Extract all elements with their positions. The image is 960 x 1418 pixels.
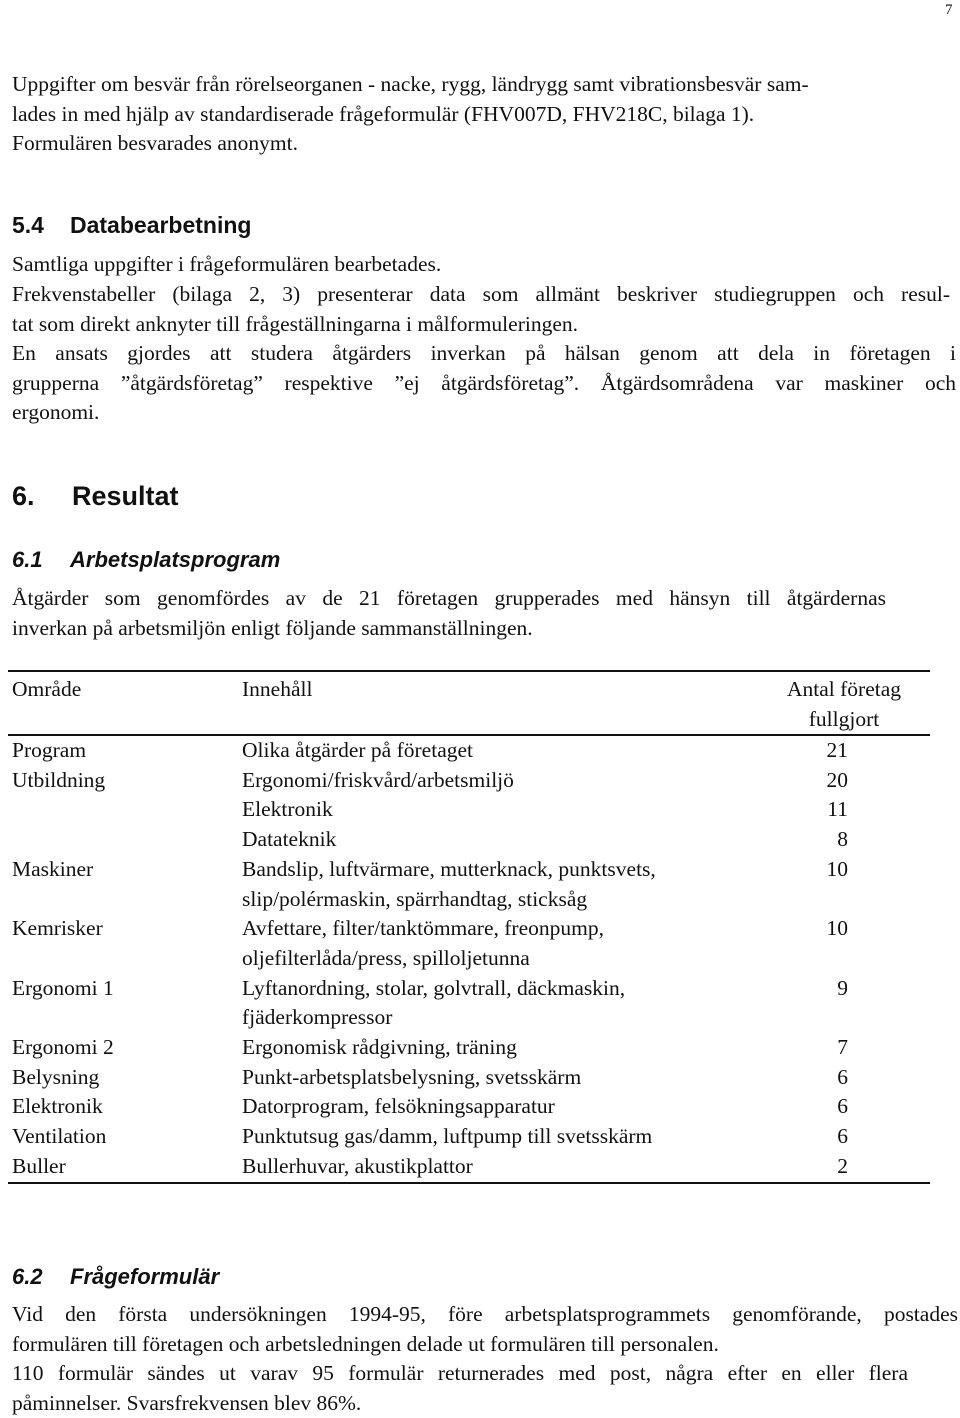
table-row — [8, 1063, 930, 1093]
header-count-line: fullgjort — [808, 706, 880, 731]
text-line: Frekvenstabeller (bilaga 2, 3) presenterar data som allmänt beskriver studiegruppen och resul- — [12, 282, 950, 306]
cell-area: Ergonomi 1 — [12, 975, 114, 1000]
section-6-2-paragraph — [12, 1359, 908, 1418]
cell-area: Belysning — [12, 1064, 100, 1089]
cell-count: 21 — [826, 738, 848, 762]
text-line: grupperna ”åtgärdsföretag” respektive ”ej åtgärdsföretag”. Åtgärdsområdena var maskiner och — [12, 370, 956, 395]
header-content: Innehåll — [242, 677, 313, 701]
table-row — [8, 914, 930, 973]
cell-content: Avfettare, filter/tanktömmare, freonpump, oljefilterlåda/press, spilloljetunna — [242, 916, 604, 970]
cell-area: Program — [12, 738, 87, 762]
text-line: Formulären besvarades anonymt. — [12, 131, 298, 155]
cell-area: Elektronik — [12, 1094, 103, 1119]
cell-content: Datorprogram, felsökningsapparatur — [242, 1094, 555, 1119]
section-heading-6-2 — [12, 1264, 219, 1290]
cell-count: 6 — [837, 1064, 848, 1089]
cell-content: Datateknik — [242, 827, 337, 852]
table-row — [8, 795, 930, 825]
cell-area: Maskiner — [12, 856, 94, 881]
cell-content: Bandslip, luftvärmare, mutterknack, punktsvets, slip/polérmaskin, spärrhandtag, sticksåg — [242, 856, 656, 911]
section-title: Arbetsplatsprogram — [70, 547, 281, 572]
text-line: lades in med hjälp av standardiserade frågeformulär (FHV007D, FHV218C, bilaga 1). — [12, 101, 755, 126]
cell-count: 8 — [837, 827, 848, 852]
cell-area: Ergonomi 2 — [12, 1035, 114, 1060]
table-header-row — [8, 671, 930, 735]
cell-count: 9 — [837, 975, 848, 1000]
cell-count: 6 — [837, 1094, 848, 1119]
cell-area: Kemrisker — [12, 916, 103, 941]
cell-area: Buller — [12, 1153, 66, 1178]
section-5-4-paragraph — [12, 339, 956, 428]
section-number: 6. — [12, 481, 35, 511]
cell-content: Elektronik — [242, 797, 333, 822]
cell-count: 10 — [826, 856, 848, 881]
header-area: Område — [12, 677, 82, 701]
section-title: Databearbetning — [70, 212, 252, 238]
cell-area: Utbildning — [12, 767, 106, 792]
table-row — [8, 855, 930, 914]
cell-content: Punkt-arbetsplatsbelysning, svetsskärm — [242, 1064, 582, 1089]
text-line: tat som direkt anknyter till frågeställningarna i målformuleringen. — [12, 311, 578, 336]
text-line: Åtgärder som genomfördes av de 21 företagen grupperades med hänsyn till åtgärdernas — [12, 586, 886, 610]
cell-count: 10 — [826, 916, 848, 941]
cell-content: Olika åtgärder på företaget — [242, 738, 473, 762]
cell-content: Punktutsug gas/damm, luftpump till svetsskärm — [242, 1124, 653, 1149]
header-count-line: Antal företag — [786, 677, 902, 701]
text-line: påminnelser. Svarsfrekvensen blev 86%. — [12, 1390, 362, 1415]
cell-area — [8, 825, 238, 855]
text-line: inverkan på arbetsmiljön enligt följande sammanställningen. — [12, 615, 533, 640]
cell-content: Bullerhuvar, akustikplattor — [242, 1153, 473, 1178]
header-count — [758, 671, 930, 735]
cell-content: Lyftanordning, stolar, golvtrall, däckmaskin, fjäderkompressor — [242, 975, 626, 1030]
section-heading-6 — [12, 481, 179, 512]
text-line: 110 formulär sändes ut varav 95 formulär returnerades med post, några efter en eller flera — [12, 1361, 908, 1385]
table-row — [8, 1152, 930, 1183]
text-line: Samtliga uppgifter i frågeformulären bearbetades. — [12, 252, 442, 276]
text-line: En ansats gjordes att studera åtgärders inverkan på hälsan genom att dela in företagen i — [12, 341, 956, 365]
section-heading-5-4 — [12, 212, 251, 239]
section-5-4-paragraph — [12, 250, 441, 280]
page-number: 7 — [945, 2, 953, 18]
section-title: Frågeformulär — [70, 1264, 220, 1289]
cell-count: 11 — [827, 797, 848, 822]
text-line: formulären till företagen och arbetsledningen delade ut formulären till personalen. — [12, 1331, 719, 1356]
text-line: ergonomi. — [12, 400, 100, 424]
measures-table-grid — [8, 670, 930, 1184]
cell-area — [8, 795, 238, 825]
text-line: Uppgifter om besvär från rörelseorganen - nacke, rygg, ländrygg samt vibrationsbesvär sam- — [12, 72, 809, 96]
table-row — [8, 1033, 930, 1063]
cell-area: Ventilation — [12, 1124, 107, 1149]
section-heading-6-1 — [12, 547, 280, 573]
table-row — [8, 1122, 930, 1152]
table-row — [8, 974, 930, 1033]
section-number: 6.1 — [12, 547, 43, 572]
table-row — [8, 825, 930, 855]
section-6-2-paragraph — [12, 1300, 958, 1359]
measures-table — [8, 670, 930, 1184]
cell-count: 2 — [837, 1153, 848, 1178]
cell-count: 7 — [837, 1035, 848, 1060]
section-number: 5.4 — [12, 212, 44, 238]
cell-content: Ergonomi/friskvård/arbetsmiljö — [242, 767, 514, 792]
text-line: Vid den första undersökningen 1994-95, före arbetsplatsprogrammets genomförande, postades — [12, 1302, 958, 1326]
cell-count: 20 — [826, 767, 848, 792]
intro-paragraph — [12, 70, 809, 159]
section-title: Resultat — [72, 481, 179, 511]
section-6-1-paragraph — [12, 584, 886, 643]
cell-content: Ergonomisk rådgivning, träning — [242, 1035, 517, 1060]
table-row — [8, 1092, 930, 1122]
section-5-4-paragraph — [12, 280, 950, 339]
table-row — [8, 735, 930, 766]
cell-count: 6 — [837, 1124, 848, 1149]
table-row — [8, 766, 930, 796]
section-number: 6.2 — [12, 1264, 43, 1289]
